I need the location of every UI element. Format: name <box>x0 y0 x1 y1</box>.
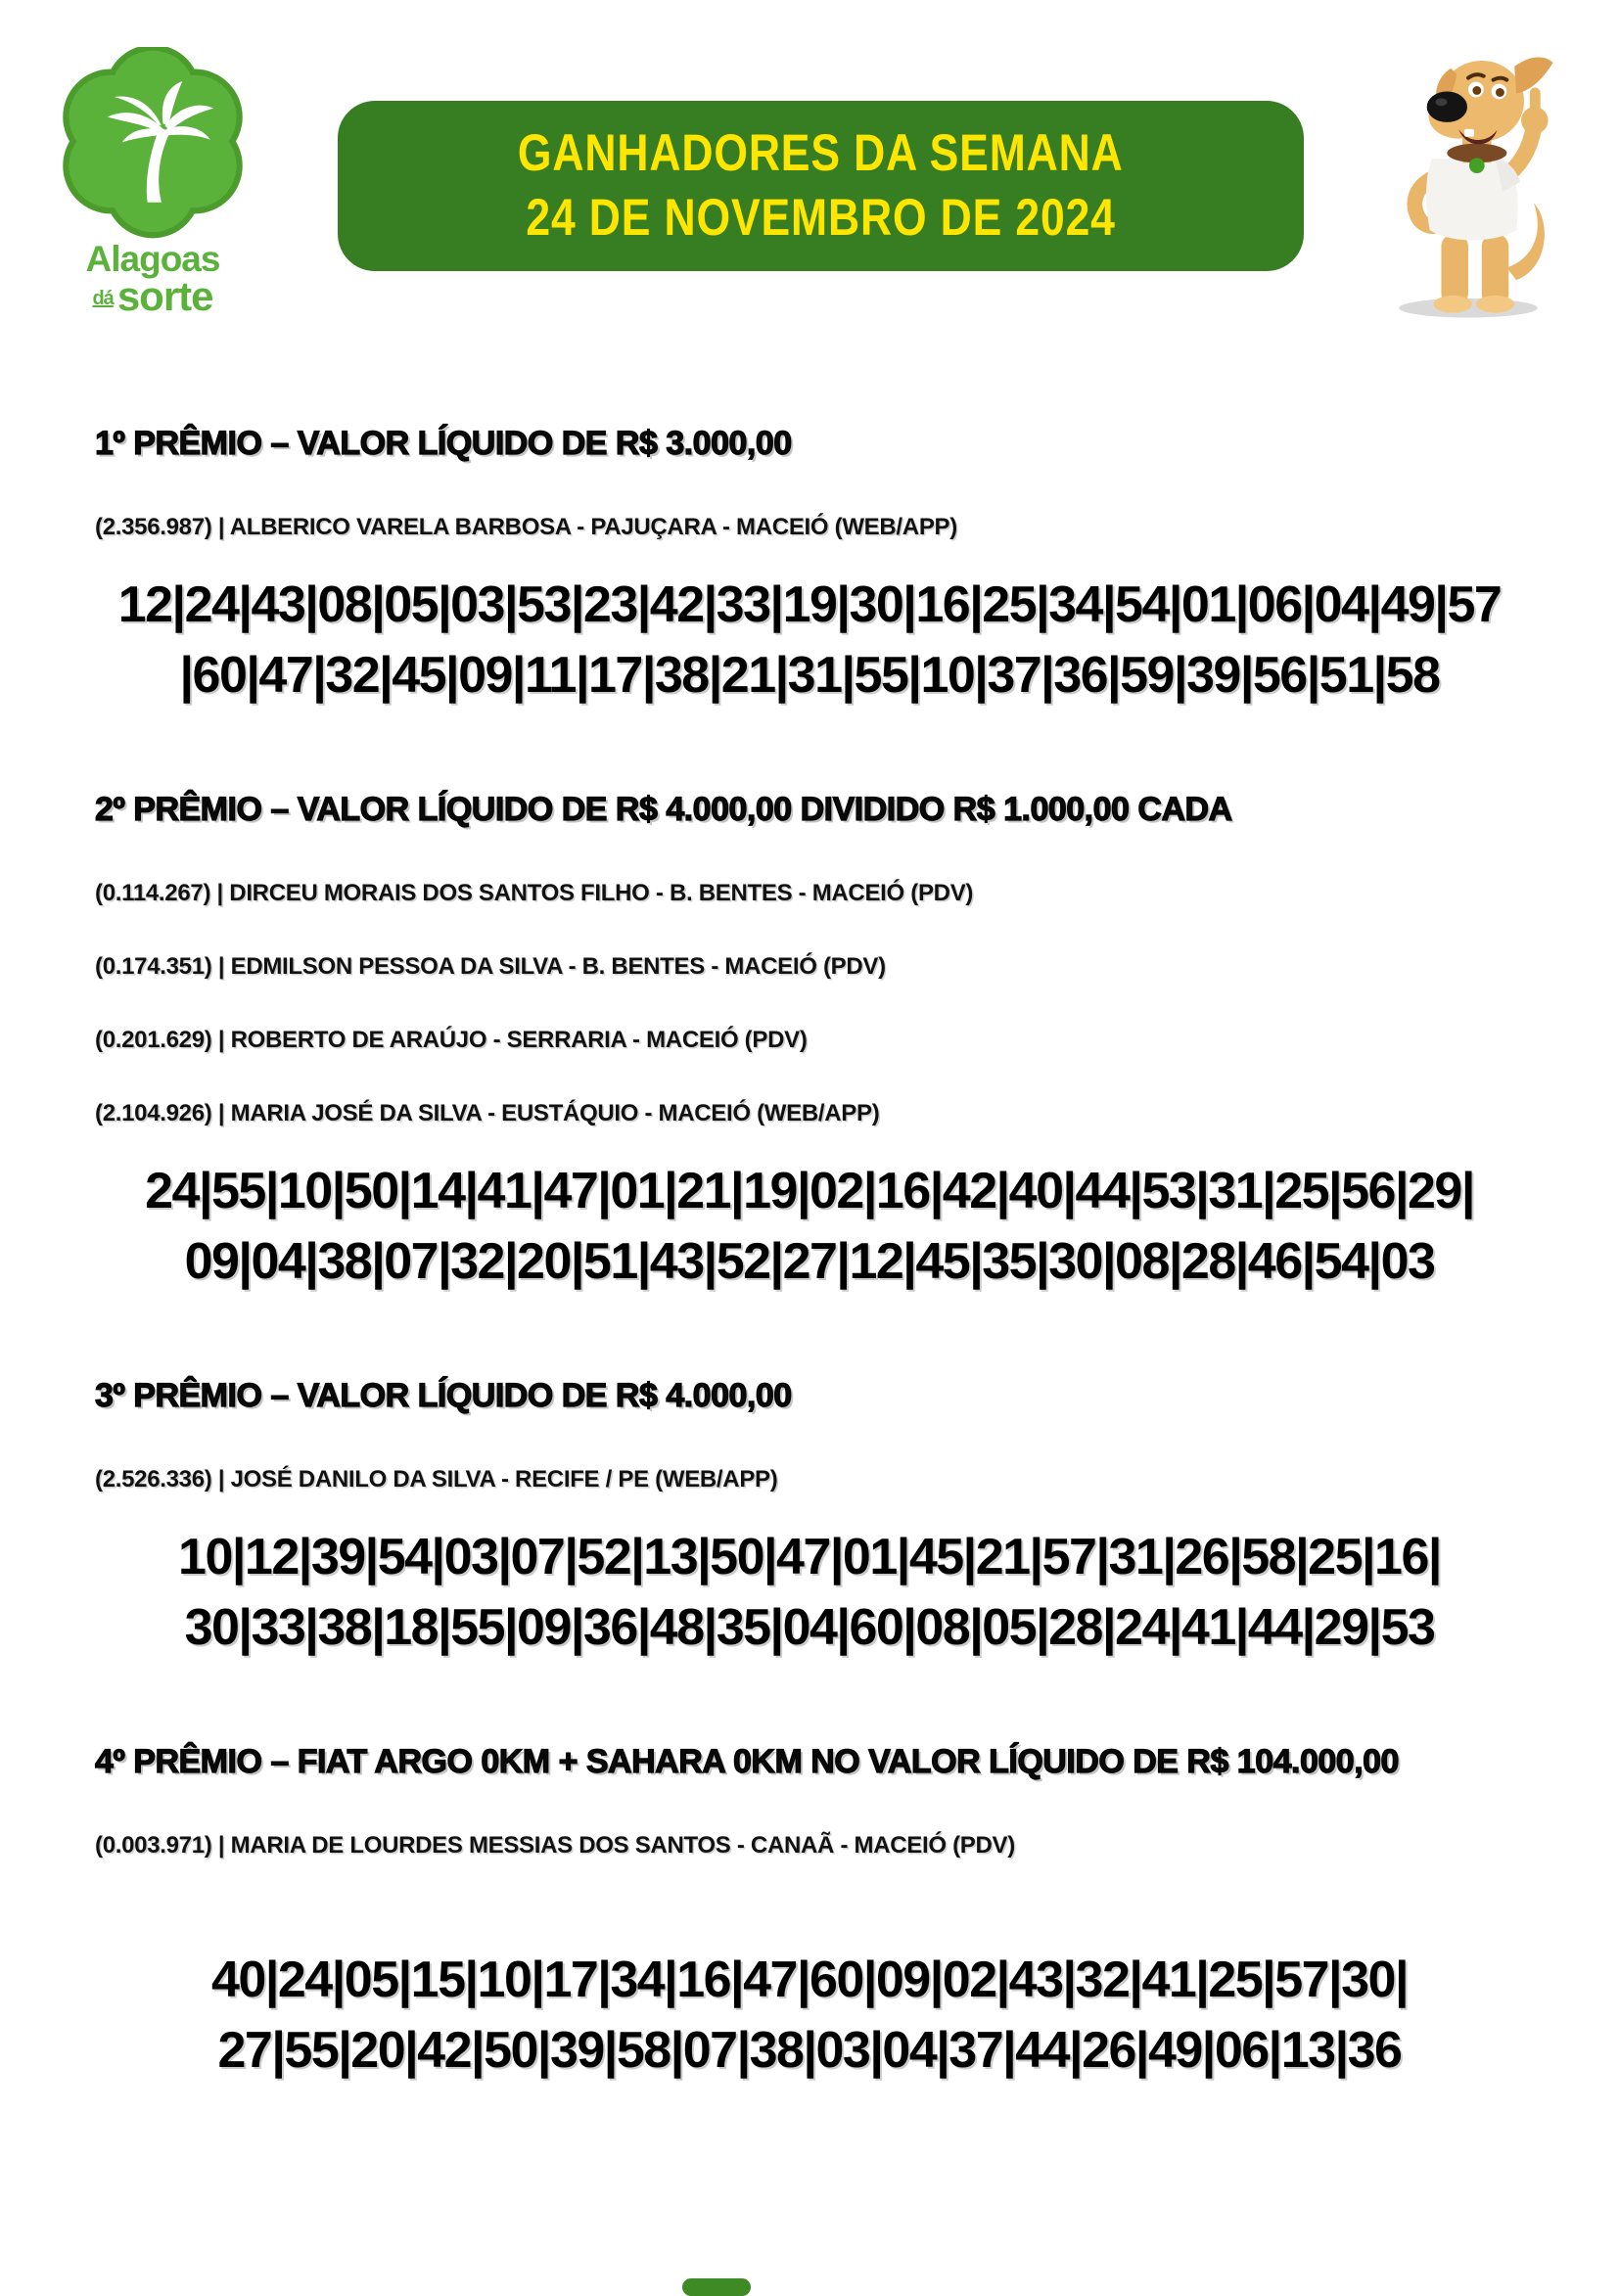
banner-line-1: GANHADORES DA SEMANA <box>518 124 1124 182</box>
logo-text-sorte: sorte <box>116 273 213 319</box>
numbers-line: 24|55|10|50|14|41|47|01|21|19|02|16|42|40|44|53|31|25|56|29| <box>145 1163 1474 1219</box>
prize-section <box>95 1365 1524 1663</box>
header <box>0 0 1619 325</box>
numbers-line: 10|12|39|54|03|07|52|13|50|47|01|45|21|57|31|26|58|25|16| <box>178 1529 1441 1585</box>
winners <box>95 879 1524 1128</box>
prize-numbers <box>95 1522 1524 1663</box>
prize-title: 3º PRÊMIO – VALOR LÍQUIDO DE R$ 4.000,00 <box>95 1377 792 1414</box>
sections <box>0 413 1619 2086</box>
logo-text-da-sorte <box>57 273 249 319</box>
numbers-line: 27|55|20|42|50|39|58|07|38|03|04|37|44|26|49|06|13|36 <box>217 2022 1402 2079</box>
prize-numbers <box>95 1156 1524 1297</box>
winner-line: (2.356.987) | ALBERICO VARELA BARBOSA - PAJUÇARA - MACEIÓ (WEB/APP) <box>95 514 957 540</box>
clover-palm-icon <box>57 47 249 243</box>
winners <box>95 513 1524 542</box>
alagoas-da-sorte-logo <box>57 47 249 318</box>
winners <box>95 1465 1524 1494</box>
numbers-line: |60|47|32|45|09|11|17|38|21|31|55|10|37|36|59|39|56|51|58 <box>179 647 1440 704</box>
winner-line: (0.174.351) | EDMILSON PESSOA DA SILVA - B. BENTES - MACEIÓ (PDV) <box>95 953 886 980</box>
winners <box>95 1831 1524 1860</box>
banner-line-2: 24 DE NOVEMBRO DE 2024 <box>526 189 1116 247</box>
logo-text-da: dá <box>92 288 114 309</box>
prize-title: 4º PRÊMIO – FIAT ARGO 0KM + SAHARA 0KM NO VALOR LÍQUIDO DE R$ 104.000,00 <box>95 1743 1399 1780</box>
prize-section <box>95 413 1524 711</box>
numbers-line: 12|24|43|08|05|03|53|23|42|33|19|30|16|25|34|54|01|06|04|49|57 <box>117 576 1502 633</box>
prize-title: 2º PRÊMIO – VALOR LÍQUIDO DE R$ 4.000,00 DIVIDIDO R$ 1.000,00 CADA <box>95 791 1232 828</box>
bottom-green-mark <box>682 2278 751 2296</box>
numbers-line: 09|04|38|07|32|20|51|43|52|27|12|45|35|30|08|28|46|54|03 <box>184 1233 1435 1290</box>
winner-line: (2.526.336) | JOSÉ DANILO DA SILVA - RECIFE / PE (WEB/APP) <box>95 1466 778 1492</box>
numbers-line: 30|33|38|18|55|09|36|48|35|04|60|08|05|28|24|41|44|29|53 <box>184 1599 1435 1656</box>
prize-section <box>95 1731 1524 2086</box>
title-banner <box>338 101 1304 271</box>
prize-section <box>95 779 1524 1297</box>
winner-line: (0.003.971) | MARIA DE LOURDES MESSIAS DOS SANTOS - CANAÃ - MACEIÓ (PDV) <box>95 1832 1015 1859</box>
logo-text-alagoas: Alagoas <box>85 239 220 279</box>
winner-line: (0.201.629) | ROBERTO DE ARAÚJO - SERRARIA - MACEIÓ (PDV) <box>95 1027 808 1053</box>
prize-title: 1º PRÊMIO – VALOR LÍQUIDO DE R$ 3.000,00 <box>95 425 792 462</box>
numbers-line: 40|24|05|15|10|17|34|16|47|60|09|02|43|32|41|25|57|30| <box>211 1952 1408 2008</box>
prize-numbers <box>95 570 1524 711</box>
prize-numbers <box>95 1945 1524 2086</box>
winner-line: (0.114.267) | DIRCEU MORAIS DOS SANTOS FILHO - B. BENTES - MACEIÓ (PDV) <box>95 880 974 906</box>
winner-line: (2.104.926) | MARIA JOSÉ DA SILVA - EUSTÁQUIO - MACEIÓ (WEB/APP) <box>95 1100 880 1126</box>
dog-mascot <box>1351 29 1582 323</box>
